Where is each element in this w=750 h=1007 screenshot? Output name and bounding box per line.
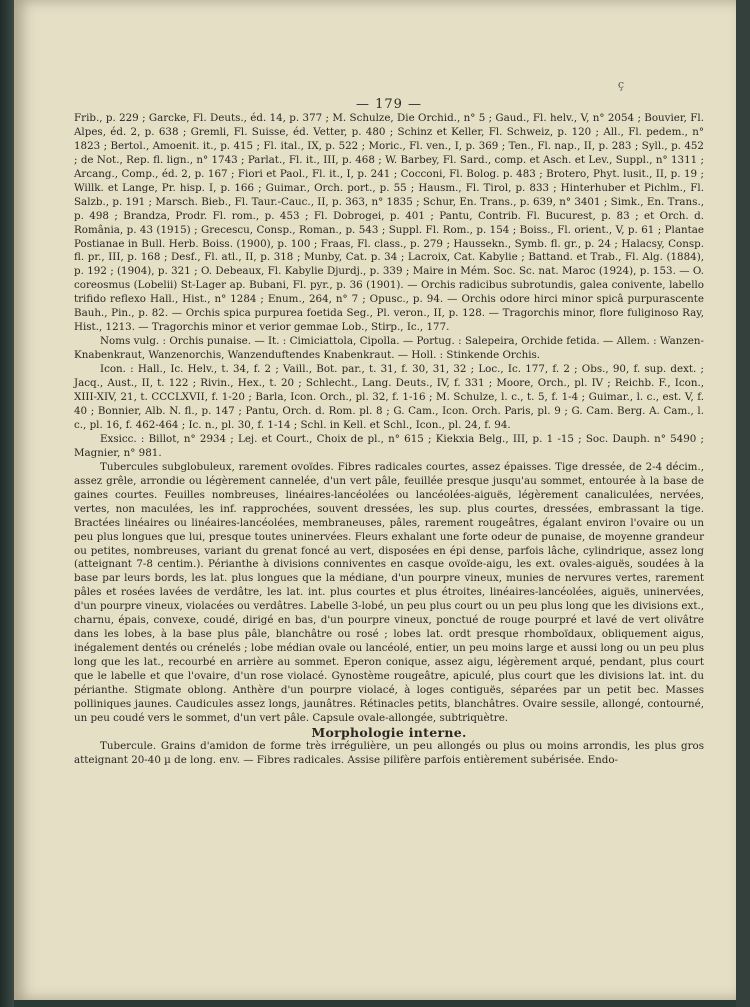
page-text xyxy=(74,98,704,768)
internal-morphology-paragraph: Tubercule. Grains d'amidon de forme très irrégulière, un peu allongés ou plus ou moins arrondis, les plus gros atteignant 20-40 µ de long. env. — Fibres radicales. Assise pilifère parfois entièrement subérisée. Endo- xyxy=(74,739,704,766)
section-heading: Morphologie interne. xyxy=(311,724,467,740)
page-edge xyxy=(736,0,750,1007)
margin-mark: ç xyxy=(617,78,624,91)
book-spine xyxy=(0,0,14,1007)
exsiccatae-paragraph: Exsicc. : Billot, n° 2934 ; Lej. et Court., Choix de pl., n° 615 ; Kiekxia Belg., III, p. 1 -15 ; Soc. Dauph. n° 5490 ; Magnier, n° 981. xyxy=(74,432,704,459)
book-page xyxy=(14,0,736,1000)
description-paragraph: Tubercules subglobuleux, rarement ovoïdes. Fibres radicales courtes, assez épaisses. Tige dressée, de 2-4 décim., assez grêle, arrondie ou légèrement cannelée, d'un vert pâle, feuillée presque jusqu'au sommet, entourée à la base de gaines courtes. Feuilles nombreuses, linéaires-lancéolées ou lancéolées-aiguës, légèrement canaliculées, nervées, vertes, non maculées, les inf. rapprochées, souvent dressées, les sup. plus courtes, dressées, embrassant la tige. Bractées linéaires ou linéaires-lancéolées, membraneuses, pâles, rarement rougeâtres, égalant environ l'ovaire ou un peu plus longues que lui, presque toutes uninervées. Fleurs exhalant une forte odeur de punaise, de moyenne grandeur ou petites, nombreuses, variant du grenat foncé au vert, disposées en épi dense, parfois lâche, cylindrique, assez long (atteignant 7-8 centim.). Périanthe à divisions conniventes en casque ovoïde-aigu, les ext. ovales-aiguës, soudées à la base par leurs bords, les lat. plus longues que la médiane, d'un pourpre vineux, munies de nervures vertes, rarement pâles et rosées lavées de verdâtre, les lat. int. plus courtes et plus étroites, linéaires-lancéolées, aiguës, uninervées, d'un pourpre vineux, violacées ou verdâtres. Labelle 3-lobé, un peu plus court ou un peu plus long que les divisions ext., charnu, épais, convexe, coudé, dirigé en bas, d'un pourpre vineux, ponctué de rouge pourpré et lavé de vert olivâtre dans les lobes, à la base plus pâle, blanchâtre ou rosé ; lobes lat. ordt presque rhomboïdaux, obliquement aigus, inégalement dentés ou crénelés ; lobe médian ovale ou lancéolé, entier, un peu moins large et aussi long ou un peu plus long que les lat., recourbé en arrière au sommet. Eperon conique, assez aigu, légèrement arqué, pendant, plus court que le labelle et que l'ovaire, d'un rose violacé. Gynostème rougeâtre, apiculé, plus court que les divisions lat. int. du périanthe. Stigmate oblong. Anthère d'un pourpre violacé, à loges contiguës, séparées par un petit bec. Masses polliniques jaunes. Caudicules assez longs, jaunâtres. Rétinacles petits, blanchâtres. Ovaire sessile, allongé, contourné, un peu coudé vers le sommet, d'un vert pâle. Capsule ovale-allongée, subtriquètre. xyxy=(74,460,704,724)
bibliography-paragraph: Frib., p. 229 ; Garcke, Fl. Deuts., éd. 14, p. 377 ; M. Schulze, Die Orchid., n° 5 ; Gaud., Fl. helv., V, n° 2054 ; Bouvier, Fl. Alpes, éd. 2, p. 638 ; Gremli, Fl. Suisse, éd. Vetter, p. 480 ; Schinz et Keller, Fl. Schweiz, p. 120 ; All., Fl. pedem., n° 1823 ; Bertol., Amoenit. it., p. 415 ; Fl. ital., IX, p. 522 ; Moric., Fl. ven., I, p. 369 ; Ten., Fl. nap., II, p. 283 ; Syll., p. 452 ; de Not., Rep. fl. lign., n° 1743 ; Parlat., Fl. it., III, p. 468 ; W. Barbey, Fl. Sard., comp. et Asch. et Lev., Suppl., n° 1311 ; Arcang., Comp., éd. 2, p. 167 ; Fiori et Paol., Fl. it., I, p. 241 ; Cocconi, Fl. Bolog. p. 483 ; Brotero, Phyt. lusit., II, p. 19 ; Willk. et Lange, Pr. hisp. I, p. 166 ; Guimar., Orch. port., p. 55 ; Hausm., Fl. Tirol, p. 833 ; Hinterhuber et Pichlm., Fl. Salzb., p. 191 ; Marsch. Bieb., Fl. Taur.-Cauc., II, p. 363, n° 1835 ; Schur, En. Trans., p. 639, n° 3401 ; Simk., En. Trans., p. 498 ; Brandza, Prodr. Fl. rom., p. 453 ; Fl. Dobrogei, p. 401 ; Pantu, Contrib. Fl. Bucurest, p. 83 ; et Orch. d. România, p. 43 (1915) ; Grecescu, Consp., Roman., p. 543 ; Suppl. Fl. Rom., p. 154 ; Boiss., Fl. orient., V, p. 61 ; Plantae Postianae in Bull. Herb. Boiss. (1900), p. 100 ; Fraas, Fl. class., p. 279 ; Haussekn., Symb. fl. gr., p. 24 ; Halacsy, Consp. fl. pr., III, p. 168 ; Desf., Fl. atl., II, p. 318 ; Munby, Cat. p. 34 ; Lacroix, Cat. Kabylie ; Battand. et Trab., Fl. Alg. (1884), p. 192 ; (1904), p. 321 ; O. Debeaux, Fl. Kabylie Djurdj., p. 339 ; Maire in Mém. Soc. Sc. nat. Maroc (1924), p. 153. — O. coreosmus (Lobelii) St-Lager ap. Bubani, Fl. pyr., p. 36 (1901). — Orchis radicibus subrotundis, galea conivente, labello trifido reflexo Hall., Hist., n° 1284 ; Enum., 264, n° 7 ; Opusc., p. 94. — Orchis odore hirci minor spicâ purpurascente Bauh., Pin., p. 82. — Orchis spica purpurea foetida Seg., Pl. veron., II, p. 128. — Tragorchis minor, flore fuliginoso Ray, Hist., 1213. — Tragorchis minor et verior gemmae Lob., Stirp., Ic., 177. xyxy=(74,111,704,334)
page-number: — 179 — xyxy=(355,97,423,112)
vernacular-names-paragraph: Noms vulg. : Orchis punaise. — It. : Cimiciattola, Cipolla. — Portug. : Salepeira, Orchide fetida. — Allem. : Wanzen-Knabenkraut, Wanzenorchis, Wanzenduftendes Knabenkraut. — Holl. : Stinkende Orchis. xyxy=(74,335,704,362)
icones-paragraph: Icon. : Hall., Ic. Helv., t. 34, f. 2 ; Vaill., Bot. par., t. 31, f. 30, 31, 32 ; Loc., Ic. 177, f. 2 ; Obs., 90, f. sup. dext. ; Jacq., Aust., II, t. 122 ; Rivin., Hex., t. 20 ; Schlecht., Lang. Deuts., IV, f. 331 ; Moore, Orch., pl. IV ; Reichb. F., Icon., XIII-XIV, 21, t. CCCLXVII, f. 1-20 ; Barla, Icon. Orch., pl. 32, f. 1-16 ; M. Schulze, l. c., t. 5, f. 1-4 ; Guimar., l. c., est. V, f. 40 ; Bonnier, Alb. N. fl., p. 147 ; Pantu, Orch. d. Rom. pl. 8 ; G. Cam., Icon. Orch. Paris, pl. 9 ; G. Cam. Berg. A. Cam., l. c., pl. 16, f. 462-464 ; Ic. n., pl. 30, f. 1-14 ; Schl. in Kell. et Schl., Icon., pl. 24, f. 94. xyxy=(74,363,704,431)
